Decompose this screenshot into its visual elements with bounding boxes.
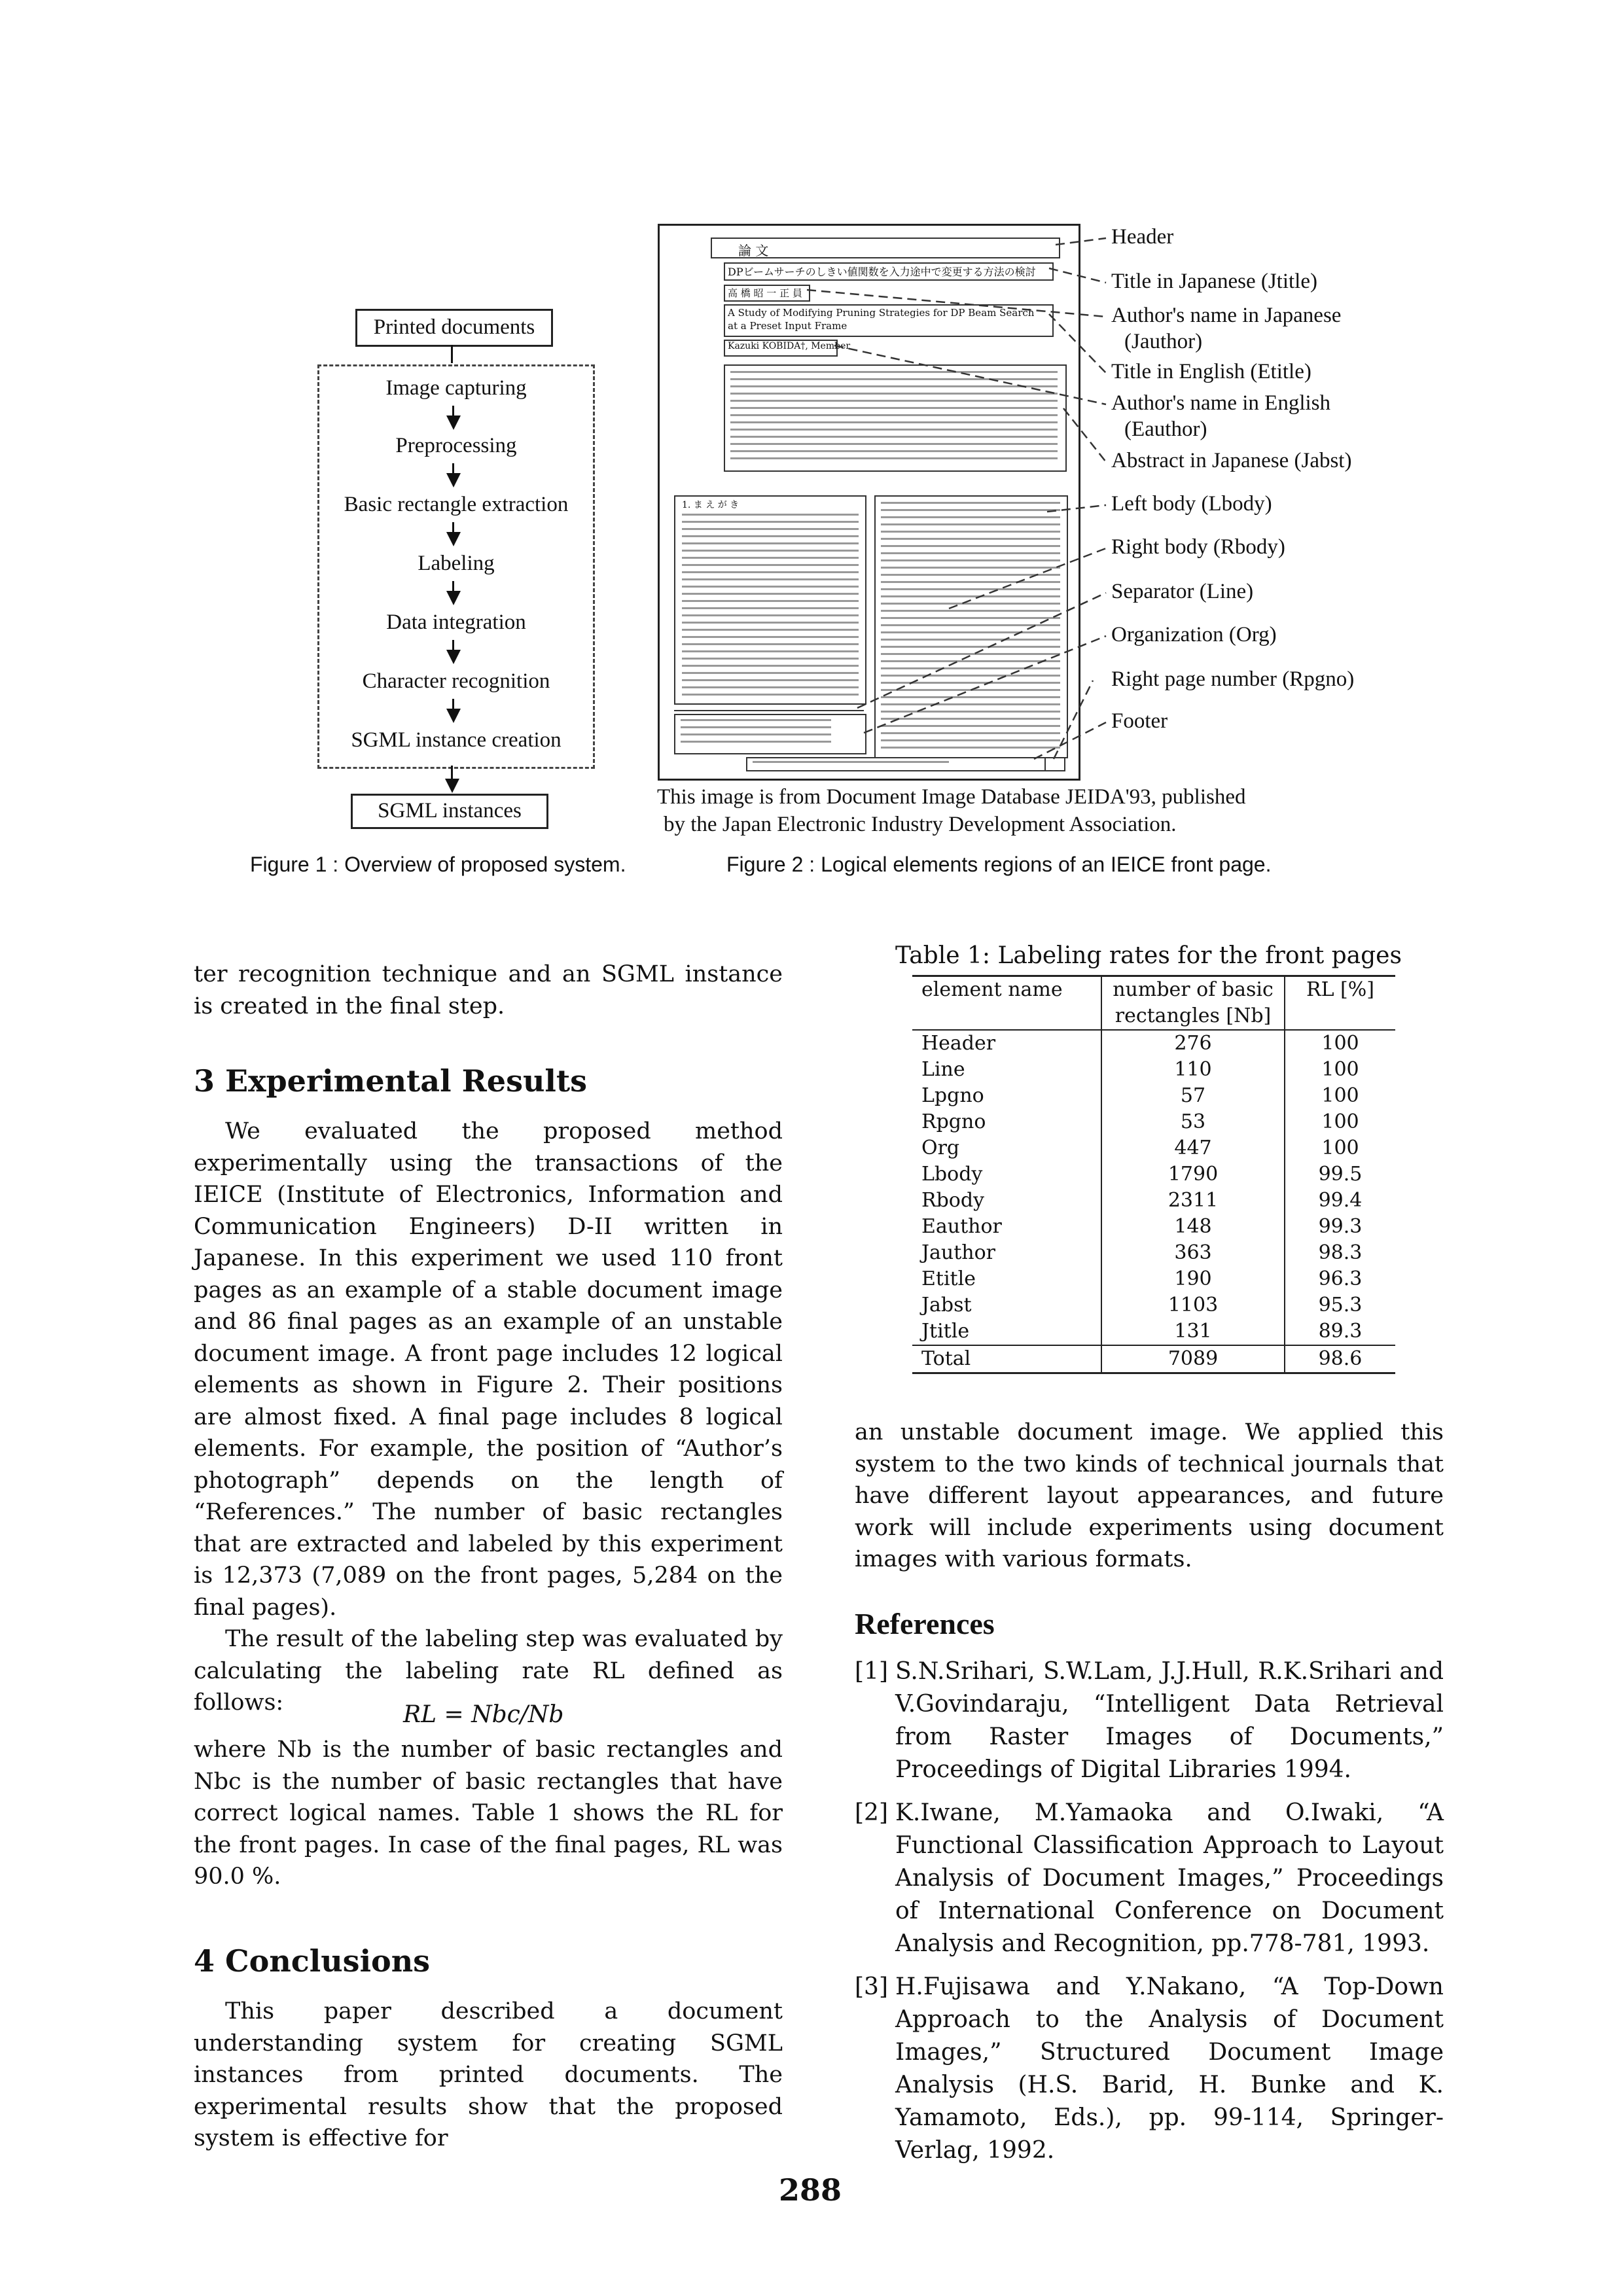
table-row (912, 1214, 1395, 1240)
cell-rate: 95.3 (1318, 1294, 1363, 1316)
step-data-integration: Data integration (386, 610, 526, 634)
cell-rate: 99.4 (1318, 1189, 1363, 1212)
reference-item (855, 1971, 1444, 2167)
label-jauthor: Author's name in Japanese (1111, 304, 1342, 327)
cell-element-name: Rpgno (921, 1110, 986, 1133)
printed-documents-box: Printed documents (355, 309, 553, 347)
cell-rate: 100 (1321, 1110, 1359, 1133)
table-row (912, 1030, 1395, 1057)
section-3-paragraph-3: where Nb is the number of basic rectangles and Nbc is the number of basic rectangles that have correct logical names. Table 1 shows the RL for the front pages. In case of the final pages, RL was 90.0 %. (194, 1737, 783, 1890)
label-eauthor: Author's name in English (1111, 391, 1330, 415)
cell-rate: 99.3 (1318, 1215, 1363, 1238)
leader-lines (0, 0, 1623, 851)
cell-count: 363 (1101, 1240, 1285, 1266)
section-3-paragraph-1: We evaluated the proposed method experimentally using the transactions of the IEICE (Institute of Electronics, Information and Communication Engineers) D-II written in Japanese. In this experiment we used 110 front pages as an example of a stable document image and 86 final pages as an example of an unstable document image. A front page includes 12 logical elements as shown in Figure 2. Their positions are almost fixed. A final page includes 8 logical elements. For example, the position of “Author’s photograph” depends on the length of “References.” The number of basic rectangles that are extracted and labeled by this experiment is 12,373 (7,089 on the front pages, 5,284 on the final pages). (194, 1118, 783, 1621)
references-list (855, 1655, 1444, 2178)
table-total-row: Total 7089 98.6 (912, 1345, 1395, 1373)
cell-count: 2311 (1101, 1188, 1285, 1214)
reference-text: H.Fujisawa and Y.Nakano, “A Top-Down Approach to the Analysis of Document Images,” Structured Document Image Analysis (H.S. Barid, H. Bunke and K. Yamamoto, Eds.), pp. 99-114, Springer-Verlag, 1992. (895, 1973, 1444, 2164)
table-row (912, 1109, 1395, 1135)
table-row (912, 1161, 1395, 1188)
cell-count: 447 (1101, 1135, 1285, 1161)
section-3-title: 3 Experimental Results (194, 1063, 588, 1099)
step-basic-rectangle-extraction: Basic rectangle extraction (344, 493, 569, 516)
thumb-jauthor: 高 橋 昭 一 正 員 (724, 285, 810, 302)
col-header-element-name: element name (912, 976, 1101, 1004)
label-footer: Footer (1111, 709, 1168, 733)
sgml-instances-box: SGML instances (351, 794, 548, 829)
cell-element-name: Header (921, 1032, 996, 1055)
cell-rate: 100 (1321, 1032, 1359, 1055)
reference-number: [3] (855, 1973, 888, 2000)
cell-element-name: Org (921, 1137, 960, 1159)
source-note-line-2: by the Japan Electronic Industry Development Association. (664, 813, 1177, 836)
thumb-header: 論 文 (711, 238, 1060, 258)
thumb-jtitle: DPビームサーチのしきい値関数を入力途中で変更する方法の検討 (724, 262, 1054, 281)
reference-text: S.N.Srihari, S.W.Lam, J.J.Hull, R.K.Srihari and V.Govindaraju, “Intelligent Data Retrieval from Raster Images of Documents,” Proceedings of Digital Libraries 1994. (895, 1658, 1444, 1783)
col-header-rate: RL [%] (1285, 976, 1395, 1004)
labeling-rates-table (912, 975, 1395, 1374)
cell-count: 110 (1101, 1057, 1285, 1083)
cell-count: 1790 (1101, 1161, 1285, 1188)
section-4-title: 4 Conclusions (194, 1943, 431, 1979)
col-header-number-2: rectangles [Nb] (1101, 1003, 1285, 1030)
label-lbody: Left body (Lbody) (1111, 492, 1272, 516)
thumb-eauthor: Kazuki KOBIDA†, Member (724, 340, 838, 357)
cell-count: 276 (1101, 1030, 1285, 1057)
cell-count: 148 (1101, 1214, 1285, 1240)
step-sgml-instance-creation: SGML instance creation (351, 728, 562, 752)
thumb-lbody: 1. ま え が き (674, 495, 866, 705)
table-row (912, 1135, 1395, 1161)
cell-rate: 98.3 (1318, 1241, 1363, 1264)
figure-1-caption: Figure 1 : Overview of proposed system. (250, 853, 626, 876)
step-labeling: Labeling (418, 552, 495, 575)
reference-text: K.Iwane, M.Yamaoka and O.Iwaki, “A Functional Classification Approach to Layout Analysis of Document Images,” Proceedings of International Conference on Document Analysis and Recognition, pp.778-781, 1993. (895, 1799, 1444, 1957)
labeling-rate-equation: RL = Nbc/Nb (403, 1701, 564, 1728)
step-character-recognition: Character recognition (362, 669, 550, 693)
section-3-paragraph-2: The result of the labeling step was evaluated by calculating the labeling rate RL defined as follows: (194, 1626, 783, 1716)
cell-count: 131 (1101, 1318, 1285, 1345)
reference-number: [1] (855, 1658, 888, 1685)
page-number: 288 (779, 2172, 842, 2208)
right-column-continuation: an unstable document image. We applied this system to the two kinds of technical journals that have different layout appearances, and future work will include experiments using document images with various formats. (855, 1419, 1444, 1572)
figure-2-caption: Figure 2 : Logical elements regions of an IEICE front page. (726, 853, 1272, 876)
cell-rate: 96.3 (1318, 1267, 1363, 1290)
label-eauthor-abbr: (Eauthor) (1124, 417, 1207, 441)
table-row (912, 1266, 1395, 1292)
step-image-capturing: Image capturing (385, 376, 527, 400)
reference-item (855, 1797, 1444, 1960)
reference-item (855, 1655, 1444, 1786)
table-row (912, 1240, 1395, 1266)
label-org: Organization (Org) (1111, 623, 1277, 646)
table-row (912, 1083, 1395, 1109)
section-4-body: This paper described a document understanding system for creating SGML instances from printed documents. The experimental results show that the proposed system is effective for (194, 1998, 783, 2151)
cell-element-name: Rbody (921, 1189, 985, 1212)
cell-count: 53 (1101, 1109, 1285, 1135)
label-etitle: Title in English (Etitle) (1111, 360, 1311, 383)
table-row (912, 1292, 1395, 1318)
cell-element-name: Jauthor (921, 1241, 996, 1264)
step-preprocessing: Preprocessing (395, 434, 517, 457)
cell-element-name: Jtitle (921, 1320, 970, 1343)
cell-rate: 100 (1321, 1058, 1359, 1081)
table-row (912, 1057, 1395, 1083)
cell-rate: 100 (1321, 1137, 1359, 1159)
cell-element-name: Jabst (921, 1294, 972, 1316)
cell-count: 190 (1101, 1266, 1285, 1292)
label-rpgno: Right page number (Rpgno) (1111, 667, 1355, 691)
cell-element-name: Line (921, 1058, 965, 1081)
references-title: References (855, 1607, 995, 1640)
table-1-caption: Table 1: Labeling rates for the front pages (895, 942, 1402, 969)
cell-count: 57 (1101, 1083, 1285, 1109)
label-jabst: Abstract in Japanese (Jabst) (1111, 449, 1352, 472)
table-row (912, 1188, 1395, 1214)
label-rbody: Right body (Rbody) (1111, 535, 1285, 559)
cell-element-name: Eauthor (921, 1215, 1002, 1238)
thumb-etitle: A Study of Modifying Pruning Strategies for DP Beam Search at a Preset Input Frame (724, 304, 1054, 337)
cell-element-name: Etitle (921, 1267, 976, 1290)
cell-rate: 99.5 (1318, 1163, 1363, 1186)
col-header-number: number of basic (1101, 976, 1285, 1004)
intro-paragraph: ter recognition technique and an SGML instance is created in the final step. (194, 961, 783, 1019)
label-header: Header (1111, 225, 1174, 249)
cell-rate: 89.3 (1318, 1320, 1363, 1343)
table-row (912, 1318, 1395, 1345)
cell-rate: 100 (1321, 1084, 1359, 1107)
label-jtitle: Title in Japanese (Jtitle) (1111, 270, 1317, 293)
label-line: Separator (Line) (1111, 580, 1254, 603)
cell-element-name: Lpgno (921, 1084, 984, 1107)
source-note-line-1: This image is from Document Image Database JEIDA'93, published (657, 785, 1246, 809)
section-3-body (194, 1116, 783, 1719)
label-jauthor-abbr: (Jauthor) (1124, 330, 1203, 353)
cell-count: 1103 (1101, 1292, 1285, 1318)
reference-number: [2] (855, 1799, 888, 1826)
cell-element-name: Lbody (921, 1163, 983, 1186)
